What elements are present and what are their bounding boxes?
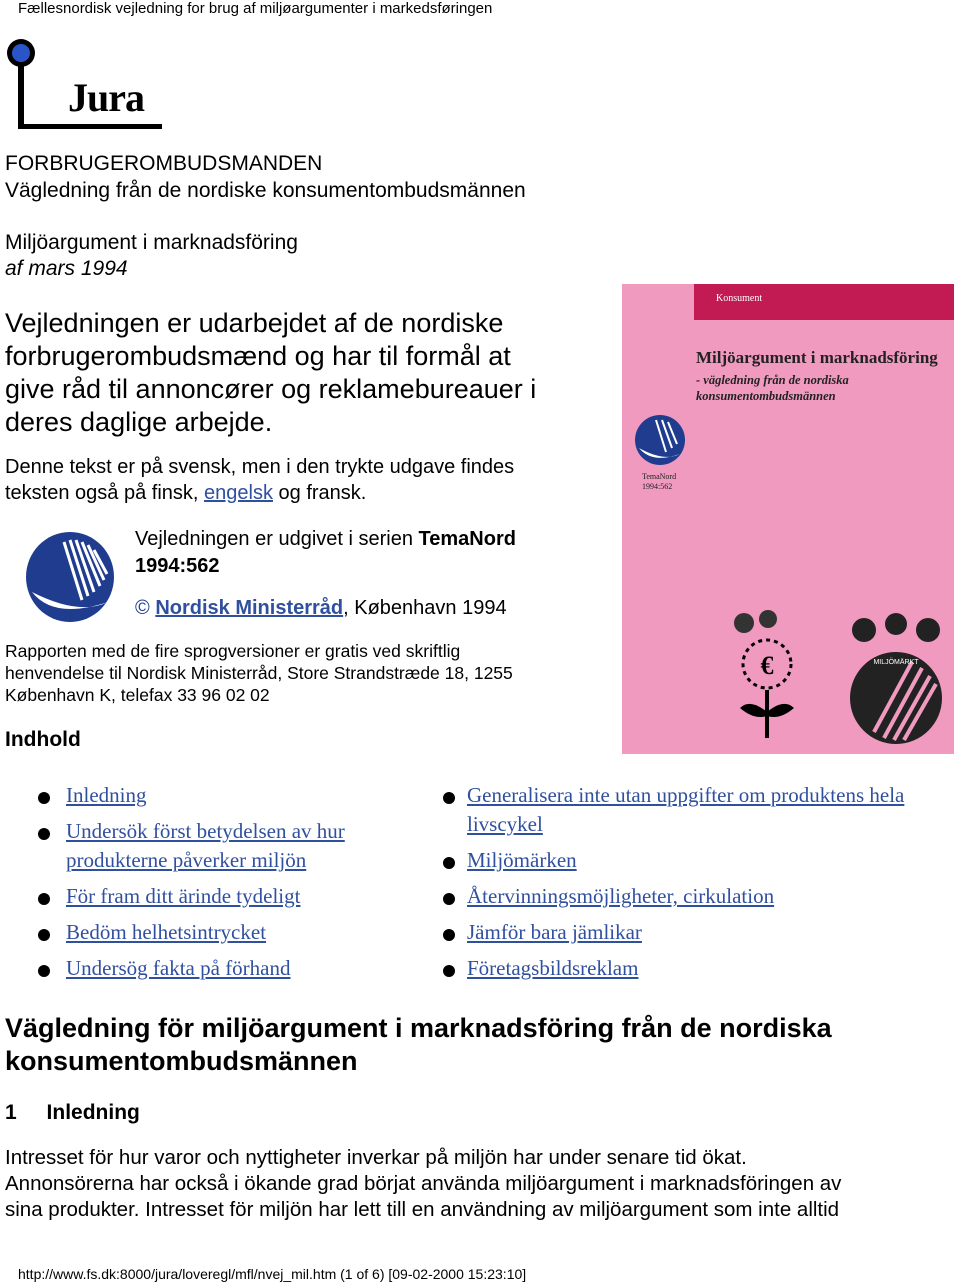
toc-link-generalisera-line-2[interactable]: livscykel	[467, 812, 543, 836]
lead-line-3: give råd til annoncører og reklamebureauer i	[5, 374, 537, 404]
lead-line-1: Vejledningen er udarbejdet af de nordiske	[5, 308, 504, 338]
org-name: FORBRUGEROMBUDSMANDEN	[5, 152, 323, 175]
report-line-2: henvendelse til Nordisk Ministerråd, Store Strandstræde 18, 1255	[5, 663, 513, 683]
toc-link-foretagsbild[interactable]: Företagsbildsreklam	[467, 956, 639, 980]
bullet-icon	[38, 828, 50, 840]
page-footer-url: http://www.fs.dk:8000/jura/loveregl/mfl/nvej_mil.htm (1 of 6) [09-02-2000 15:23:10]	[18, 1266, 527, 1282]
language-note-text-b: og fransk.	[278, 482, 367, 504]
subsection-number: 1	[5, 1101, 17, 1124]
lead-line-2: forbrugerombudsmænd og har til formål at	[5, 341, 511, 371]
bullet-icon	[443, 965, 455, 977]
bullet-icon	[443, 929, 455, 941]
seal-text: MILJÖMÄRKT	[873, 659, 919, 666]
cover-series: TemaNord 1994:562	[642, 472, 677, 491]
report-cover-image	[622, 284, 954, 754]
contents-heading: Indhold	[5, 728, 81, 751]
lead-line-4: deres daglige arbejde.	[5, 407, 273, 437]
svg-text:€: €	[760, 651, 774, 680]
bullet-icon	[443, 857, 455, 869]
toc-link-bedom[interactable]: Bedöm helhetsintrycket	[66, 920, 267, 944]
nordic-swan-logo	[24, 530, 116, 624]
copyright-icon: ©	[135, 597, 150, 619]
logo-text: Jura	[68, 75, 144, 120]
series-name: TemaNord	[418, 528, 516, 550]
language-note-line-2	[5, 480, 366, 507]
cover-subtitle-line-1: - vägledning från de nordiska	[696, 373, 849, 387]
toc-link-undersok-line-2[interactable]: produkterne påverker miljön	[66, 848, 307, 872]
publisher-place-year: , København 1994	[343, 597, 507, 619]
toc-link-for-fram[interactable]: För fram ditt ärinde tydeligt	[66, 884, 301, 908]
section-title	[5, 1012, 832, 1078]
report-line-3: København K, telefax 33 96 02 02	[5, 685, 270, 705]
doc-title: Miljöargument i marknadsföring	[5, 231, 298, 254]
series-line-1	[135, 526, 516, 553]
toc-link-miljomarken[interactable]: Miljömärken	[467, 848, 577, 872]
cover-title: Miljöargument i marknadsföring	[696, 348, 938, 367]
subsection-title: Inledning	[46, 1101, 140, 1124]
doc-date: af mars 1994	[5, 257, 128, 280]
cover-brand: Konsument	[716, 293, 763, 304]
jura-logo	[4, 36, 164, 136]
bullet-icon	[38, 929, 50, 941]
intro-subtitle: Vägledning från de nordiske konsumentombudsmännen	[5, 179, 526, 202]
bullet-icon	[443, 893, 455, 905]
toc-link-undersog-fakta[interactable]: Undersög fakta på förhand	[66, 956, 291, 980]
toc-link-generalisera-line-1[interactable]: Generalisera inte utan uppgifter om produktens hela	[467, 783, 905, 807]
toc-link-jamfor[interactable]: Jämför bara jämlikar	[467, 920, 642, 944]
bullet-icon	[443, 792, 455, 804]
bullet-icon	[38, 792, 50, 804]
swan-icon	[24, 530, 116, 624]
language-note-text-a: teksten også på finsk,	[5, 482, 199, 504]
series-number: 1994:562	[135, 555, 220, 577]
cover-balls-icon	[732, 609, 792, 649]
cover-swan-icon	[634, 414, 686, 466]
bullet-icon	[38, 893, 50, 905]
subsection-heading	[5, 1101, 140, 1125]
toc-link-inledning[interactable]: Inledning	[66, 783, 147, 807]
publisher-line	[135, 595, 507, 622]
english-version-link[interactable]: engelsk	[204, 482, 273, 504]
paragraph-line-1: Intresset för hur varor och nyttigheter inverkar på miljön har under senare tid ökat.	[5, 1146, 747, 1169]
section-title-line-1: Vägledning för miljöargument i marknadsföring från de nordiska	[5, 1013, 832, 1043]
paragraph-line-2: Annonsörerna har också i ökande grad börjat använda miljöargument i marknadsföringen av	[5, 1172, 842, 1195]
toc-link-atervinning[interactable]: Återvinningsmöjligheter, cirkulation	[467, 884, 775, 908]
cover-subtitle-line-2: konsumentombudsmännen	[696, 389, 836, 403]
page-header-title: Fællesnordisk vejledning for brug af miljøargumenter i markedsføringen	[18, 0, 493, 17]
toc-link-undersok-line-1[interactable]: Undersök först betydelsen av hur	[66, 819, 345, 843]
bullet-icon	[38, 965, 50, 977]
contents-list	[0, 780, 960, 990]
series-text: Vejledningen er udgivet i serien	[135, 528, 413, 550]
paragraph-line-3: sina produkter. Intresset för miljön har lett till en användning av miljöargument som inte alltid	[5, 1198, 840, 1221]
section-title-line-2: konsumentombudsmännen	[5, 1046, 358, 1076]
report-line-1: Rapporten med de fire sprogversioner er gratis ved skriftlig	[5, 641, 461, 661]
miljomarkt-seal-icon	[844, 612, 948, 752]
cover-bar	[694, 284, 954, 320]
language-note-line-1: Denne tekst er på svensk, men i den trykte udgave findes	[5, 456, 515, 478]
cover-subtitle	[696, 372, 946, 404]
nordisk-ministerrad-link[interactable]: Nordisk Ministerråd	[155, 597, 344, 619]
